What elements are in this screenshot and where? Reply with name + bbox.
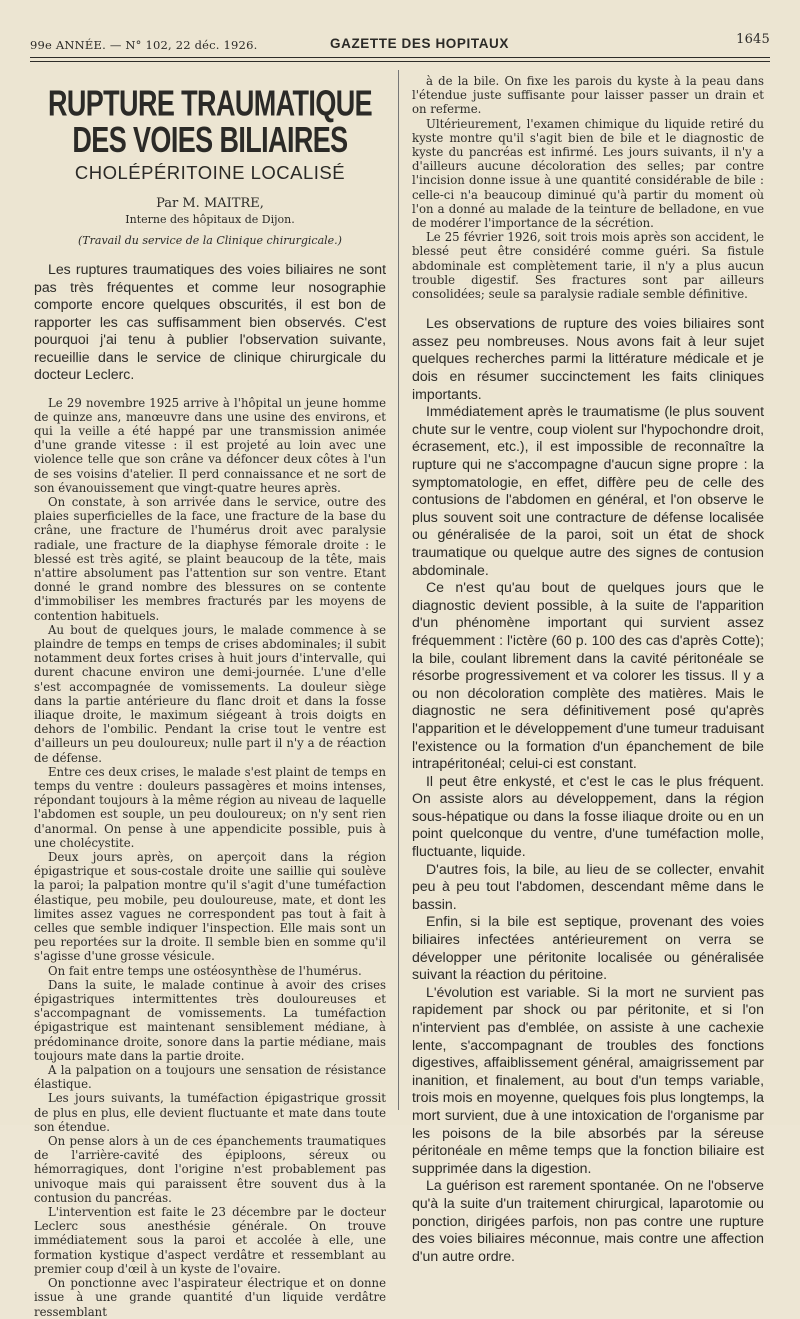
review-paragraph: Ce n'est qu'au bout de quelques jours que le diagnostic devient possible, à la suite de l'apparition d'un phénomène important qui survient assez fréquemment : l'ictère (60 p. 100 des cas d'après Cotte); la bile, coulant librement dans la cavité péritonéale se résorbe progressivement et va colorer les tissus. Il y a ou non décoloration complète des matières. Mais le diagnostic ne sera définitivement posé qu'après l'apparition et le développement d'une tumeur traduisant l'existence ou la formation d'un épanchement de bile intrapéritonéal; celui-ci est constant. xyxy=(412,579,764,772)
article-title: RUPTURE TRAUMATIQUE DES VOIES BILIAIRES xyxy=(47,83,373,161)
body-paragraph: Au bout de quelques jours, le malade commence à se plaindre de temps en temps de crises abdominales; il subit notamment deux fortes crises à huit jours d'intervalle, qui durent chacune environ une demi-journée. L'une d'elle s'est accompagnée de vomissements. La douleur siège dans la partie antérieure du flanc droit et dans la fosse iliaque droite, le maximum siégeant à trois doigts en dehors de l'ombilic. Pendant la crise tout le ventre est d'ailleurs un peu douloureux; nulle part il n'y a de réaction de défense. xyxy=(34,622,386,765)
intro-paragraph: Les ruptures traumatiques des voies biliaires ne sont pas très fréquentes et comme leur nosographie comporte encore quelques obscurités, il est bon de rapporter les cas suffisamment bien observés. C'est pourquoi j'ai tenu à publier l'observation suivante, recueillie dans le service de clinique chirurgicale du docteur Leclerc. xyxy=(34,261,386,382)
author-byline: Par M. MAITRE, xyxy=(156,196,264,211)
body-paragraph: On fait entre temps une ostéosynthèse de l'humérus. xyxy=(48,963,362,978)
journal-title: GAZETTE DES HOPITAUX xyxy=(330,36,510,51)
case-report-continuation xyxy=(412,74,764,301)
header-rule-thick xyxy=(30,57,770,58)
author-affiliation: Interne des hôpitaux de Dijon. xyxy=(125,213,295,226)
review-paragraph: L'évolution est variable. Si la mort ne survient pas rapidement par shock ou par péritonite, et si l'on n'intervient pas d'emblée, on assiste à une cachexie lente, s'accompagnant de troubles des fonctions digestives, affaiblissement général, amaigrissement par inanition, et finalement, au bout d'un temps variable, trois mois en moyenne, quelques fois plus longtemps, la mort survient, due à une intoxication de l'organisme par les poisons de la bile absorbés par la séreuse péritonéale en même temps que la fonction biliaire est supprimée dans la digestion. xyxy=(412,983,764,1176)
body-paragraph: Ultérieurement, l'examen chimique du liquide retiré du kyste montre qu'il s'agit bien de bile et le diagnostic de kyste du pancréas est infirmé. Les jours suivants, il n'y a d'ailleurs aucune décoloration des selles; par contre l'incision donne issue à une quantité considérable de bile : celle-ci n'a beaucoup diminué qu'à partir du moment où l'on a donné au malade de la teinture de belladone, en vue de modérer l'importance de la sécrétion. xyxy=(412,116,764,231)
column-divider xyxy=(398,70,399,1110)
body-paragraph: Le 29 novembre 1925 arrive à l'hôpital un jeune homme de quinze ans, manœuvre dans une usine des environs, et qui la veille a été happé par une transmission animée d'une grande vitesse : il est projeté au loin avec une violence telle que son crâne va défoncer deux côtes à l'un de ses voisins d'atelier. Il perd connaissance et ne sort de son évanouissement que vingt-quatre heures après. xyxy=(34,395,386,495)
body-paragraph: Les jours suivants, la tuméfaction épigastrique grossit de plus en plus, elle devient fluctuante et mate dans toute son étendue. xyxy=(34,1091,386,1134)
issue-info: 99e ANNÉE. — N° 102, 22 déc. 1926. xyxy=(30,38,258,52)
review-paragraph: D'autres fois, la bile, au lieu de se collecter, envahit peu à peu tout l'abdomen, descendant même dans le bassin. xyxy=(412,860,764,912)
left-column xyxy=(34,74,386,1319)
body-paragraph: Dans la suite, le malade continue à avoir des crises épigastriques intermittentes très douloureuses et s'accompagnant de vomissements. La tuméfaction épigastrique est maintenant sensiblement médiane, à prédominance droite, sonore dans la partie médiane, mais toujours mate dans la partie droite. xyxy=(34,977,386,1063)
page-number: 1645 xyxy=(736,32,770,47)
body-paragraph: On pense alors à un de ces épanchements traumatiques de l'arrière-cavité des épiploons, séreux ou hémorragiques, dont l'origine n'est probablement pas univoque mais qui paraissent être souvent dus à la contusion du pancréas. xyxy=(34,1134,386,1205)
service-note: (Travail du service de la Clinique chirurgicale.) xyxy=(78,234,342,247)
right-column xyxy=(412,74,764,1265)
review-paragraph: Les observations de rupture des voies biliaires sont assez peu nombreuses. Nous avons fait à leur sujet quelques recherches parmi la littérature médicale et je dois en résumer succinctement les faits cliniques importants. xyxy=(412,315,764,402)
body-paragraph: Le 25 février 1926, soit trois mois après son accident, le blessé peut être considéré comme guéri. Sa fistule abdominale est complètement tarie, il n'y a plus aucun trouble digestif. Ses fractures sont par ailleurs consolidées; seule sa paralysie radiale semble définitive. xyxy=(412,230,764,302)
review-paragraph: Immédiatement après le traumatisme (le plus souvent chute sur le ventre, coup violent sur l'hypochondre droit, écrasement, etc.), il est impossible de reconnaître la rupture qui ne s'accompagne d'aucun signe propre : la symptomatologie, en effet, diffère peu de celle des contusions de l'abdomen en général, et l'on observe le plus souvent soit une contracture de défense localisée ou généralisée de la paroi, soit un état de shock traumatique ou quelque autre des signes de contusion abdominale. xyxy=(412,403,764,578)
body-paragraph: On constate, à son arrivée dans le service, outre des plaies superficielles de la face, une fracture de la base du crâne, une fracture de l'humérus droit avec paralysie radiale, une fracture de la diaphyse fémorale droite : le blessé est très agité, se plaint beaucoup de la tête, mais n'attire absolument pas l'attention sur son ventre. Etant donné le grand nombre des blessures on se contente d'immobiliser les membres fracturés par les moyens de contention habituels. xyxy=(34,494,386,623)
body-paragraph: à de la bile. On fixe les parois du kyste à la peau dans l'étendue juste suffisante pour laisser passer un drain et on referme. xyxy=(412,74,764,117)
case-report-body xyxy=(34,396,386,1319)
literature-review xyxy=(412,315,764,1265)
article-subtitle: CHOLÉPÉRITOINE LOCALISÉ xyxy=(74,162,346,183)
review-paragraph: La guérison est rarement spontanée. On ne l'observe qu'à la suite d'un traitement chirurgical, laparotomie ou ponction, dirigées parfois, non pas contre une rupture des voies biliaires méconnue, mais contre une affection d'un autre ordre. xyxy=(412,1177,764,1264)
body-paragraph: Deux jours après, on aperçoit dans la région épigastrique et sous-costale droite une saillie qui soulève la paroi; la palpation montre qu'il s'agit d'une tuméfaction élastique, peu mobile, peu douloureuse, mate, et dont les limites assez vagues ne correspondent pas tout à fait à celles que semble indiquer l'inspection. Elle mais sont un peu reportées sur la droite. Il semble bien en somme qu'il s'agisse d'une grosse vésicule. xyxy=(34,850,386,964)
header-rule-thin xyxy=(30,61,770,62)
running-header xyxy=(30,30,770,52)
review-paragraph: Il peut être enkysté, et c'est le cas le plus fréquent. On assiste alors au développement, dans la région sous-hépatique ou dans la fosse iliaque droite ou en un point quelconque du ventre, d'une tuméfaction molle, fluctuante, liquide. xyxy=(412,772,764,860)
body-paragraph: L'intervention est faite le 23 décembre par le docteur Leclerc sous anesthésie générale. On trouve immédiatement sous la paroi et accolée à elle, une formation kystique d'aspect verdâtre et ressemblant au premier coup d'œil à un kyste de l'ovaire. xyxy=(34,1205,386,1276)
body-paragraph: Entre ces deux crises, le malade s'est plaint de temps en temps du ventre : douleurs passagères et moins intenses, répondant toujours à la même région au niveau de laquelle l'abdomen est souple, un peu douloureux; on n'y sent rien d'anormal. On pense à une appendicite possible, puis à une cholécystite. xyxy=(34,764,386,850)
body-paragraph: A la palpation on a toujours une sensation de résistance élastique. xyxy=(34,1063,386,1092)
review-paragraph: Enfin, si la bile est septique, provenant des voies biliaires infectées antérieurement on verra se développer une péritonite localisée ou généralisée suivant la réaction du péritoine. xyxy=(412,913,764,983)
body-paragraph: On ponctionne avec l'aspirateur électrique et on donne issue à une grande quantité d'un liquide verdâtre ressemblant xyxy=(34,1276,386,1319)
